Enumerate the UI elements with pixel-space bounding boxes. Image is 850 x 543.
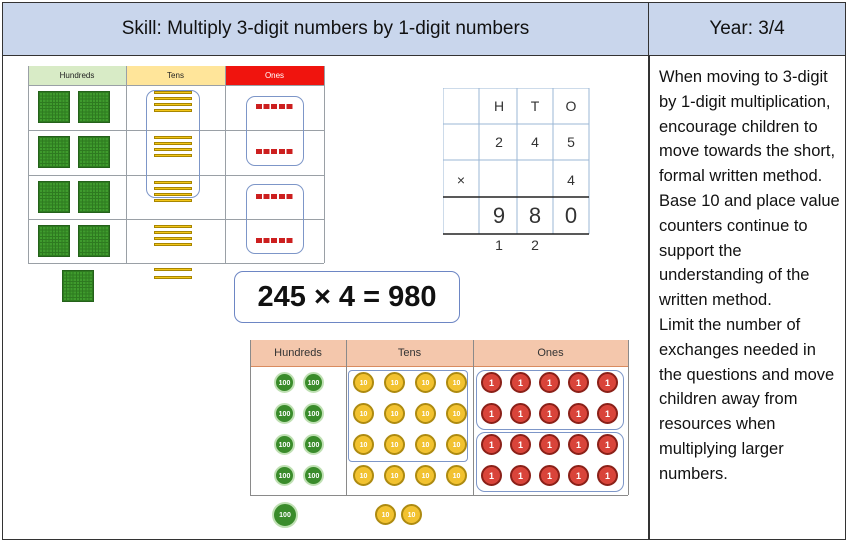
digit-t-1: 4 — [531, 134, 539, 150]
digit-o-1: 5 — [567, 134, 575, 150]
multiplier-digit: 4 — [567, 172, 575, 188]
ten-rod — [154, 237, 192, 240]
column-divider — [648, 55, 650, 539]
one-counter: 1 — [568, 403, 589, 424]
teaching-notes — [659, 65, 841, 487]
one-counter: 1 — [481, 403, 502, 424]
hundred-counter: 100 — [303, 372, 324, 393]
ten-counter: 10 — [353, 434, 374, 455]
exchanged-ten-counter: 10 — [375, 504, 396, 525]
note-3: Limit the number of exchanges needed in the questions and move children away from resources when multiplying larger numbers. — [659, 315, 835, 483]
column-header-t: T — [530, 98, 540, 114]
base10-header-ones: Ones — [225, 66, 324, 85]
note-1: When moving to 3-digit by 1-digit multiplication, encourage children to move towards the short, formal written method. — [659, 68, 836, 186]
one-counter: 1 — [481, 372, 502, 393]
ten-counter: 10 — [384, 372, 405, 393]
hundred-flat — [78, 91, 110, 123]
ten-counter: 10 — [446, 403, 467, 424]
grid-line — [250, 366, 628, 367]
ten-counter: 10 — [353, 465, 374, 486]
one-counter: 1 — [597, 465, 618, 486]
equation-box: 245 × 4 = 980 — [234, 271, 460, 323]
grid-line — [628, 340, 629, 495]
hundred-counter: 100 — [274, 465, 295, 486]
exchanged-hundred-counter: 100 — [272, 502, 298, 528]
one-counter: 1 — [539, 403, 560, 424]
ten-counter: 10 — [384, 434, 405, 455]
counter-header-hundreds: Hundreds — [250, 340, 346, 366]
ten-rod — [154, 231, 192, 234]
ten-rod — [154, 243, 192, 246]
grid-line — [126, 66, 127, 263]
grid-line — [28, 66, 29, 263]
ten-counter: 10 — [384, 465, 405, 486]
answer-digit-o: 0 — [564, 203, 578, 228]
grid-line — [473, 340, 474, 495]
exchange-ring-tens — [348, 370, 468, 462]
one-counter: 1 — [568, 434, 589, 455]
one-counter: 1 — [481, 434, 502, 455]
ten-counter: 10 — [415, 403, 436, 424]
one-counter: 1 — [568, 465, 589, 486]
one-counter: 1 — [481, 465, 502, 486]
hundred-flat — [38, 225, 70, 257]
hundred-counter: 100 — [303, 465, 324, 486]
year-label: Year: 3/4 — [709, 18, 785, 39]
one-counter: 1 — [539, 372, 560, 393]
exchanged-ten-rod — [154, 276, 192, 279]
exchange-ring-tens — [146, 90, 200, 198]
hundred-counter: 100 — [303, 434, 324, 455]
ten-counter: 10 — [446, 434, 467, 455]
ten-counter: 10 — [353, 403, 374, 424]
column-header-o: O — [565, 98, 577, 114]
carry-digit-2: 2 — [531, 237, 539, 253]
hundred-flat — [78, 136, 110, 168]
ten-rod — [154, 199, 192, 202]
exchange-ring-ones — [476, 370, 624, 430]
skill-title: Skill: Multiply 3-digit numbers by 1-digit numbers — [3, 3, 649, 55]
ten-counter: 10 — [415, 372, 436, 393]
ten-counter: 10 — [384, 403, 405, 424]
header-bar — [3, 3, 845, 56]
hundred-counter: 100 — [274, 434, 295, 455]
one-counter: 1 — [539, 465, 560, 486]
grid-line — [28, 263, 324, 264]
exchanged-hundred-flat — [62, 270, 94, 302]
one-counter: 1 — [539, 434, 560, 455]
counter-header-ones: Ones — [473, 340, 628, 366]
ten-counter: 10 — [446, 372, 467, 393]
ten-counter: 10 — [415, 434, 436, 455]
base10-header-tens: Tens — [126, 66, 225, 85]
ten-rod — [154, 225, 192, 228]
one-counter: 1 — [510, 372, 531, 393]
one-counter: 1 — [510, 403, 531, 424]
one-counter: 1 — [597, 372, 618, 393]
hundred-flat — [38, 91, 70, 123]
grid-line — [250, 340, 251, 495]
column-header-h: H — [493, 98, 505, 114]
exchange-ring-ones — [476, 432, 624, 492]
one-counter: 1 — [568, 372, 589, 393]
carry-digit-1: 1 — [495, 237, 503, 253]
grid-line — [250, 495, 628, 496]
hundred-flat — [38, 136, 70, 168]
digit-h-1: 2 — [495, 134, 503, 150]
base10-header-hundreds: Hundreds — [28, 66, 126, 85]
ten-counter: 10 — [415, 465, 436, 486]
hundred-counter: 100 — [274, 372, 295, 393]
hundred-flat — [38, 181, 70, 213]
exchanged-ten-counter: 10 — [401, 504, 422, 525]
exchange-ring-ones — [246, 184, 304, 254]
hundred-flat — [78, 181, 110, 213]
answer-digit-t: 8 — [528, 203, 542, 228]
one-counter: 1 — [597, 403, 618, 424]
exchange-ring-ones — [246, 96, 304, 166]
grid-line — [324, 66, 325, 263]
hundred-counter: 100 — [303, 403, 324, 424]
counter-header-tens: Tens — [346, 340, 473, 366]
one-counter: 1 — [597, 434, 618, 455]
grid-line — [346, 340, 347, 495]
ten-counter: 10 — [446, 465, 467, 486]
note-2: Base 10 and place value counters continue to support the understanding of the written method. — [659, 191, 840, 310]
hundred-counter: 100 — [274, 403, 295, 424]
grid-line — [28, 85, 324, 86]
multiply-sign: × — [456, 172, 466, 188]
one-counter: 1 — [510, 434, 531, 455]
answer-digit-h: 9 — [492, 203, 506, 228]
one-counter: 1 — [510, 465, 531, 486]
exchanged-ten-rod — [154, 268, 192, 271]
ten-counter: 10 — [353, 372, 374, 393]
grid-line — [225, 66, 226, 263]
hundred-flat — [78, 225, 110, 257]
